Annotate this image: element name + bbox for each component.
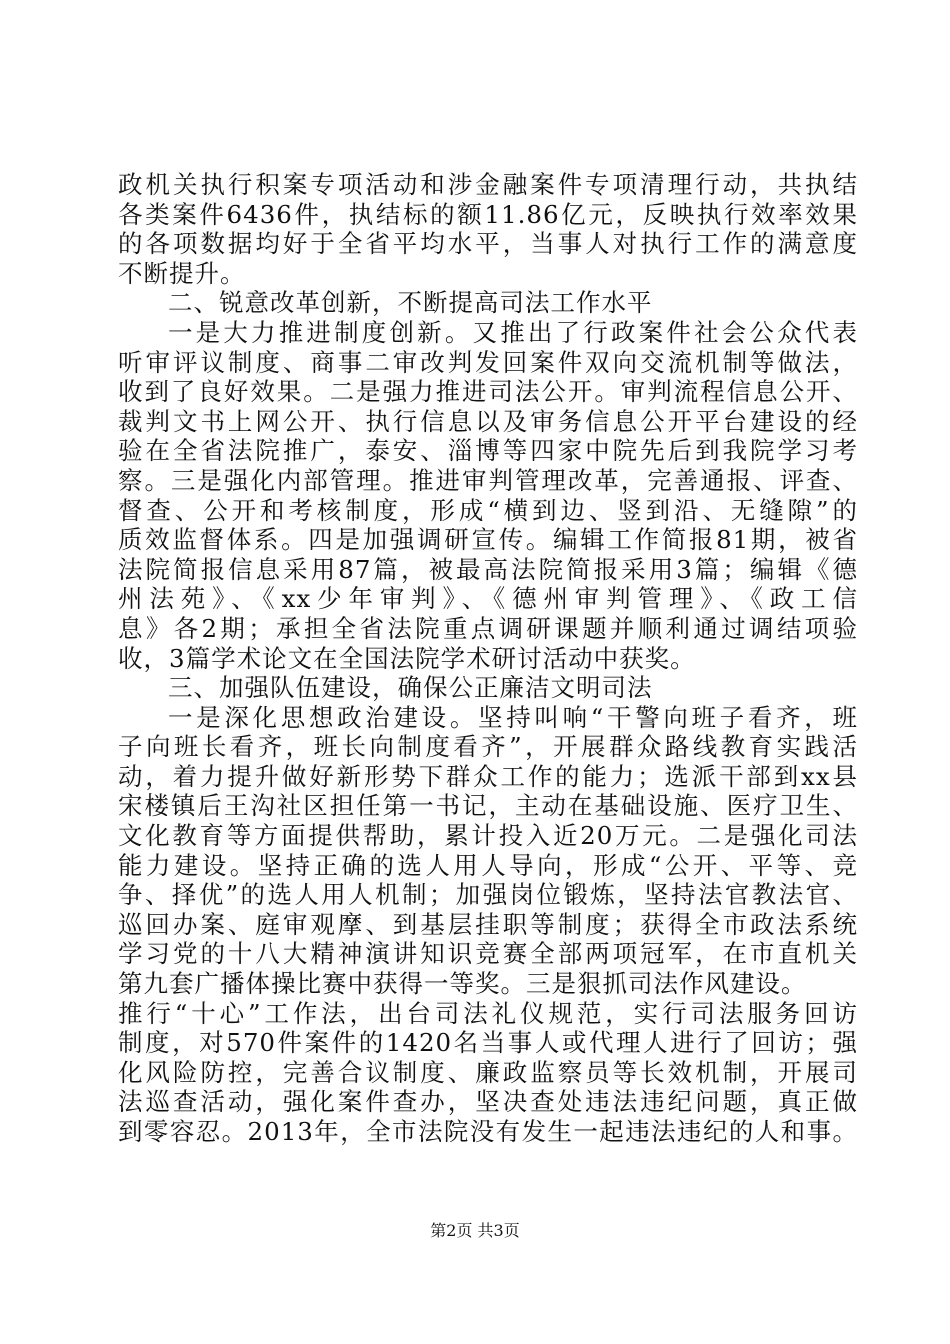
text-line: 宋楼镇后王沟社区担任第一书记，主动在基础设施、医疗卫生、	[118, 791, 858, 821]
text-line: 不断提升。	[118, 258, 246, 288]
text-line: 第九套广播体操比赛中获得一等奖。三是狠抓司法作风建设。	[118, 969, 807, 999]
text-line: 息》各2期；承担全省法院重点调研课题并顺利通过调结项验	[118, 613, 858, 643]
text-line: 的各项数据均好于全省平均水平，当事人对执行工作的满意度	[118, 229, 858, 259]
text-line: 一是大力推进制度创新。又推出了行政案件社会公众代表	[168, 317, 858, 347]
text-line: 裁判文书上网公开、执行信息以及审务信息公开平台建设的经	[118, 406, 858, 436]
page-footer: 第2页 共3页	[430, 1221, 520, 1240]
text-line: 质效监督体系。四是加强调研宣传。编辑工作简报81期，被省	[118, 525, 858, 555]
text-line: 州法苑》、《xx少年审判》、《德州审判管理》、《政工信	[118, 584, 858, 614]
text-line: 能力建设。坚持正确的选人用人导向，形成“公开、平等、竞	[118, 850, 858, 880]
text-line: 子向班长看齐，班长向制度看齐”，开展群众路线教育实践活	[118, 732, 858, 762]
text-line: 化风险防控，完善合议制度、廉政监察员等长效机制，开展司	[118, 1057, 858, 1087]
text-line: 收，3篇学术论文在全国法院学术研讨活动中获奖。	[118, 643, 696, 673]
text-line: 收到了良好效果。二是强力推进司法公开。审判流程信息公开、	[118, 377, 858, 407]
text-line: 三、加强队伍建设，确保公正廉洁文明司法	[168, 673, 653, 703]
text-line: 法巡查活动，强化案件查办，坚决查处违法违纪问题，真正做	[118, 1087, 858, 1117]
text-line: 推行“十心”工作法，出台司法礼仪规范，实行司法服务回访	[118, 998, 858, 1028]
text-line: 法院简报信息采用87篇，被最高法院简报采用3篇；编辑《德	[118, 554, 858, 584]
text-line: 一是深化思想政治建设。坚持叫响“干警向班子看齐，班	[168, 702, 858, 732]
text-line: 巡回办案、庭审观摩、到基层挂职等制度；获得全市政法系统	[118, 909, 858, 939]
text-line: 政机关执行积案专项活动和涉金融案件专项清理行动，共执结	[118, 170, 858, 199]
text-line: 验在全省法院推广，泰安、淄博等四家中院先后到我院学习考	[118, 436, 858, 466]
text-line: 文化教育等方面提供帮助，累计投入近20万元。二是强化司法	[118, 821, 858, 851]
text-line: 各类案件6436件，执结标的额11.86亿元，反映执行效率效果	[118, 199, 858, 229]
text-line: 听审评议制度、商事二审改判发回案件双向交流机制等做法，	[118, 347, 858, 377]
text-line: 察。三是强化内部管理。推进审判管理改革，完善通报、评查、	[118, 465, 858, 495]
document-body	[118, 170, 858, 1147]
text-line: 制度，对570件案件的1420名当事人或代理人进行了回访；强	[118, 1028, 858, 1058]
text-line: 到零容忍。2013年，全市法院没有发生一起违法违纪的人和事。	[118, 1117, 858, 1146]
text-line: 争、择优”的选人用人机制；加强岗位锻炼，坚持法官教法官、	[118, 880, 858, 910]
text-line: 二、锐意改革创新，不断提高司法工作水平	[168, 288, 653, 318]
text-line: 督查、公开和考核制度，形成“横到边、竖到沿、无缝隙”的	[118, 495, 858, 525]
text-line: 学习党的十八大精神演讲知识竞赛全部两项冠军，在市直机关	[118, 939, 858, 969]
text-line: 动，着力提升做好新形势下群众工作的能力；选派干部到xx县	[118, 761, 858, 791]
